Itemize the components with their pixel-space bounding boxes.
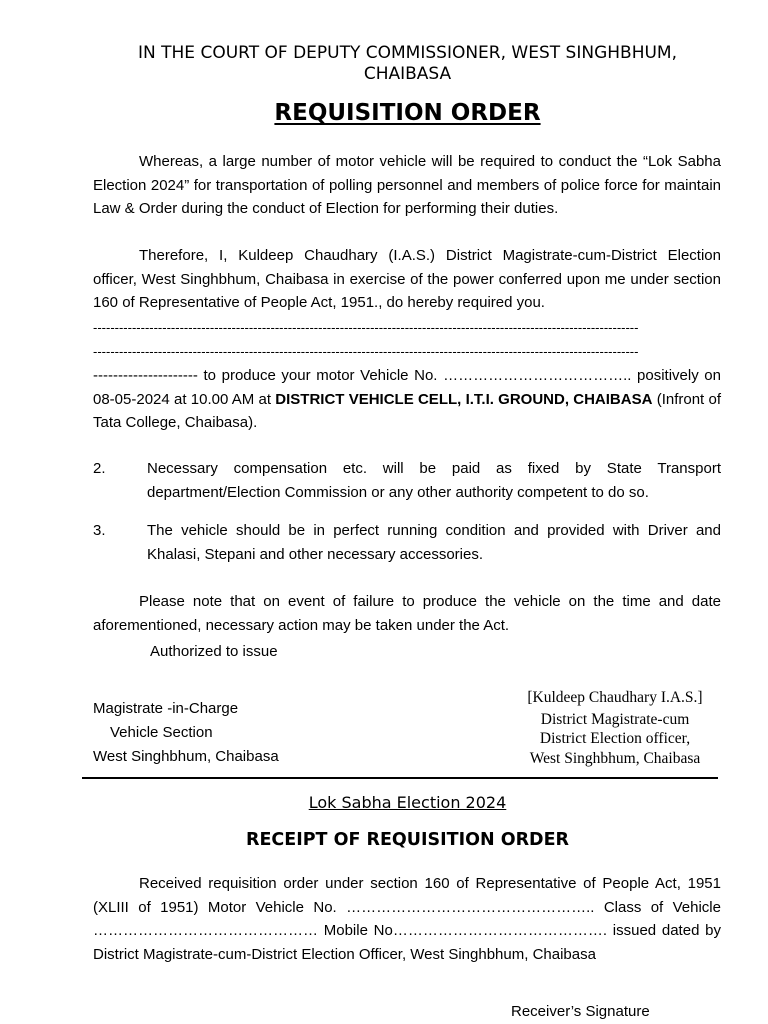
document-title: REQUISITION ORDER	[274, 100, 541, 126]
signature-block-right	[510, 688, 720, 768]
list-item	[93, 519, 721, 566]
paragraph-note: Please note that on event of failure to produce the vehicle on the time and date aforementioned, necessary action may be taken under the Act.	[93, 593, 721, 634]
list-item-text: The vehicle should be in perfect running condition and provided with Driver and Khalasi, Stepani and other necessary accessories.	[147, 522, 721, 563]
signatory-designation-1: District Magistrate-cum	[540, 710, 690, 728]
blank-fill-line-2: ------------------------------------------------------------------------------------------------------------------------------	[93, 344, 639, 359]
left-location: West Singhbhum, Chaibasa	[93, 748, 279, 765]
receiver-signature: Receiver’s Signature	[511, 1003, 650, 1020]
list-item-number: 2.	[93, 460, 106, 477]
paragraph-whereas: Whereas, a large number of motor vehicle will be required to conduct the “Lok Sabha Election 2024” for transportation of polling personnel and members of police force for maintain Law & Order during the conduct of Election for performing their duties.	[93, 153, 721, 217]
paragraph-therefore: Therefore, I, Kuldeep Chaudhary (I.A.S.) District Magistrate-cum-District Election officer, West Singhbhum, Chaibasa in exercise of the power conferred upon me under section 160 of Representative of People Act, 1951., do hereby required you.	[93, 247, 721, 311]
court-heading-line2: CHAIBASA	[363, 64, 452, 84]
signatory-designation-2: District Election officer,	[539, 730, 691, 747]
section-divider	[82, 777, 718, 779]
court-heading	[80, 43, 735, 85]
vehicle-cell-location: DISTRICT VEHICLE CELL, I.T.I. GROUND, CHAIBASA	[275, 390, 653, 408]
vehicle-section: Vehicle Section	[110, 724, 213, 741]
paragraph-receipt: Received requisition order under section 160 of Representative of People Act, 1951 (XLIII of 1951) Motor Vehicle No. ………………………………………….. Class of Vehicle ……………………………………… Mobile No……………………………………. issued dated by District Magistrate-cum-District Election Officer, West Singhbhum, Chaibasa	[93, 875, 721, 963]
court-heading-line1: IN THE COURT OF DEPUTY COMMISSIONER, WEST SINGHBHUM,	[138, 43, 677, 63]
signatory-location: West Singhbhum, Chaibasa	[529, 749, 701, 767]
receipt-title: RECEIPT OF REQUISITION ORDER	[245, 830, 570, 850]
signatory-name: [Kuldeep Chaudhary I.A.S.]	[527, 689, 703, 706]
signature-block-left	[93, 697, 279, 769]
paragraph-produce-vehicle	[93, 364, 721, 435]
list-item	[93, 457, 721, 504]
list-item-text: Necessary compensation etc. will be paid as fixed by State Transport department/Election Commission or any other authority competent to do so.	[147, 460, 721, 501]
produce-vehicle-text: --------------------- to produce your motor Vehicle No. ……………………………….. positively on 08-05-2024 at 10.00 AM at	[93, 367, 721, 408]
blank-fill-line-1: ------------------------------------------------------------------------------------------------------------------------------	[93, 320, 639, 335]
location-landmark: (Infront of Tata College, Chaibasa).	[93, 390, 721, 431]
list-item-number: 3.	[93, 522, 106, 539]
magistrate-in-charge: Magistrate -in-Charge	[93, 700, 239, 717]
authorized-to-issue: Authorized to issue	[150, 643, 278, 660]
election-heading: Lok Sabha Election 2024	[308, 793, 507, 812]
